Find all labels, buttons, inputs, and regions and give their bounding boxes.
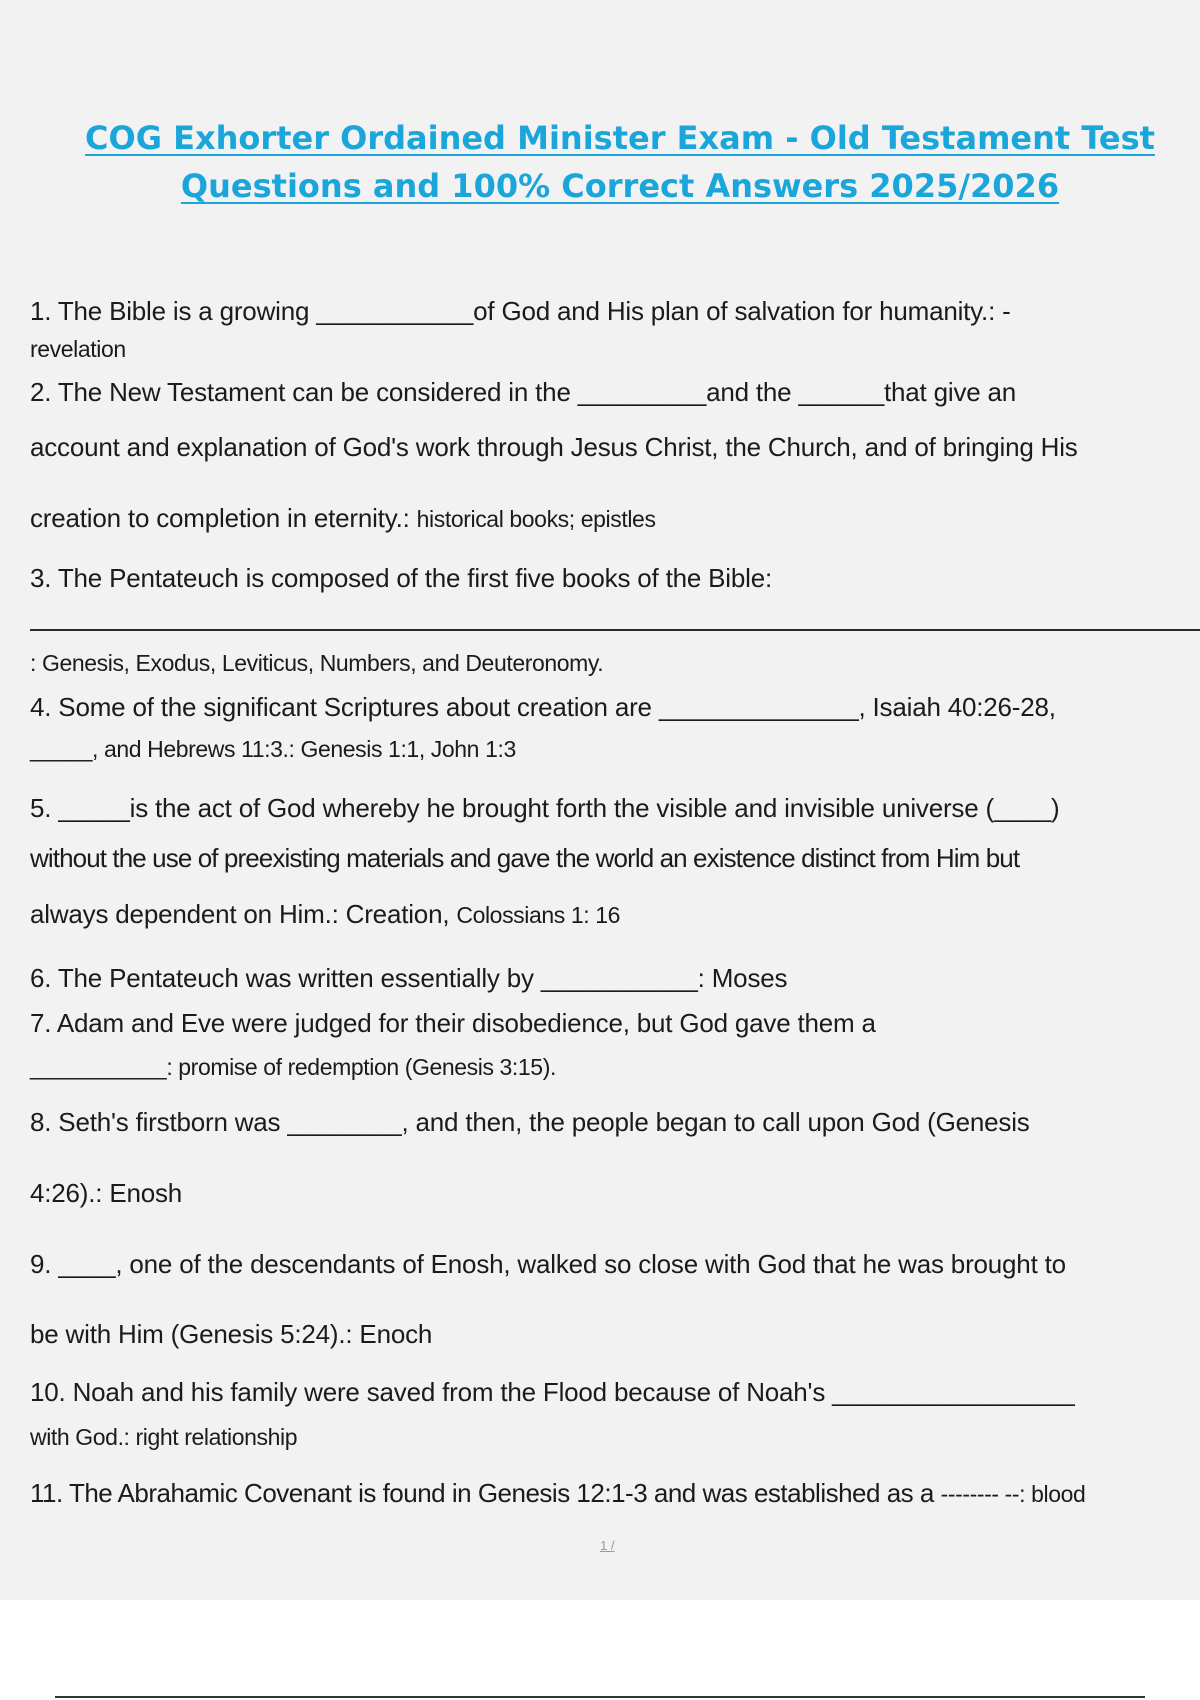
q5-answer: Colossians 1: 16 <box>456 902 621 928</box>
q6-blank: __________ <box>540 963 684 993</box>
q6-text-b: _: Moses <box>683 963 788 993</box>
title-line-2: Questions and 100% Correct Answers 2025/2026 <box>180 167 1060 205</box>
q2-text-a: 2. The New Testament can be considered in the <box>30 377 578 407</box>
q9-text-a: 9. <box>30 1249 59 1279</box>
q8-text-b: , and then, the people began to call upon God (Genesis <box>401 1107 1030 1137</box>
question-4-line-2 <box>30 736 516 763</box>
q2-blank-2: ______ <box>798 377 885 407</box>
question-6-line-1 <box>30 963 787 994</box>
q2-line-3-text: creation to completion in eternity.: <box>30 503 417 533</box>
question-3-answer: : Genesis, Exodus, Leviticus, Numbers, and Deuteronomy. <box>30 650 604 676</box>
q10-blank: _________________ <box>832 1377 1075 1407</box>
question-5-line-2: without the use of preexisting materials and gave the world an existence distinct from Him but <box>30 843 1020 873</box>
question-2-line-3 <box>30 503 656 534</box>
q4-blank-2: _____ <box>30 736 92 762</box>
q5-text-a: 5. <box>30 793 59 823</box>
q5-text-b: is the act of God whereby he brought forth the visible and invisible universe ( <box>129 793 994 823</box>
q5-blank-2: ____ <box>993 793 1052 823</box>
question-9-line-1 <box>30 1249 1066 1280</box>
footer-rule <box>55 1696 1145 1698</box>
q1-text-b: of God and His plan of salvation for humanity.: - <box>473 296 1011 326</box>
title-line-1: COG Exhorter Ordained Minister Exam - Old Testament Test <box>85 119 1155 157</box>
q8-blank: ________ <box>287 1107 402 1137</box>
q2-blank-1: _________ <box>577 377 707 407</box>
page-number: 1 / <box>600 1538 615 1553</box>
question-3-line-1: 3. The Pentateuch is composed of the first five books of the Bible: <box>30 563 772 593</box>
q9-blank: ____ <box>58 1249 116 1279</box>
question-2-line-2: account and explanation of God's work through Jesus Christ, the Church, and of bringing His <box>30 432 1078 462</box>
document-title <box>40 114 1200 210</box>
question-5-line-1 <box>30 793 1060 824</box>
q8-text-a: 8. Seth's firstborn was <box>30 1107 288 1137</box>
q7-blank: ___________ <box>30 1054 167 1080</box>
q11-blank: -------- -- <box>940 1481 1020 1507</box>
question-1-answer: revelation <box>30 336 126 362</box>
q9-text-b: , one of the descendants of Enosh, walked so close with God that he was brought to <box>115 1249 1066 1279</box>
q4-blank-1: ______________ <box>658 692 859 722</box>
question-9-line-2: be with Him (Genesis 5:24).: Enoch <box>30 1319 433 1349</box>
q4-text-b: , Isaiah 40:26-28, <box>858 692 1056 722</box>
q1-blank: ___________ <box>316 296 474 326</box>
q5-text-c: ) <box>1051 793 1060 823</box>
question-11-line-1 <box>30 1478 1085 1509</box>
q4-line-2-text: , and Hebrews 11:3.: Genesis 1:1, John 1:3 <box>91 736 516 762</box>
question-8-line-1 <box>30 1107 1030 1138</box>
q7-answer: : promise of redemption (Genesis 3:15). <box>166 1054 556 1080</box>
q6-text-a: 6. The Pentateuch was written essentially by <box>30 963 541 993</box>
question-10-line-1 <box>30 1377 1075 1408</box>
q4-text-a: 4. Some of the significant Scriptures about creation are <box>30 692 659 722</box>
question-8-line-2: 4:26).: Enosh <box>30 1178 183 1208</box>
q2-text-b: and the <box>706 377 799 407</box>
question-1-line-1 <box>30 296 1011 327</box>
question-10-answer: with God.: right relationship <box>30 1424 298 1450</box>
question-5-line-3 <box>30 899 620 930</box>
q2-text-c: that give an <box>884 377 1017 407</box>
q5-blank-1: _____ <box>58 793 130 823</box>
q11-answer: : blood <box>1019 1481 1086 1507</box>
q10-text-a: 10. Noah and his family were saved from the Flood because of Noah's <box>30 1377 833 1407</box>
q2-answer: historical books; epistles <box>416 506 656 532</box>
question-2-line-1 <box>30 377 1016 408</box>
q11-text-a: 11. The Abrahamic Covenant is found in Genesis 12:1-3 and was established as a <box>30 1478 941 1508</box>
question-7-line-1: 7. Adam and Eve were judged for their disobedience, but God gave them a <box>30 1008 876 1038</box>
question-3-answer-rule <box>30 629 1200 631</box>
q1-text-a: 1. The Bible is a growing <box>30 296 317 326</box>
question-7-line-2 <box>30 1054 556 1081</box>
q5-line-3-text: always dependent on Him.: Creation, <box>30 899 457 929</box>
question-4-line-1 <box>30 692 1056 723</box>
